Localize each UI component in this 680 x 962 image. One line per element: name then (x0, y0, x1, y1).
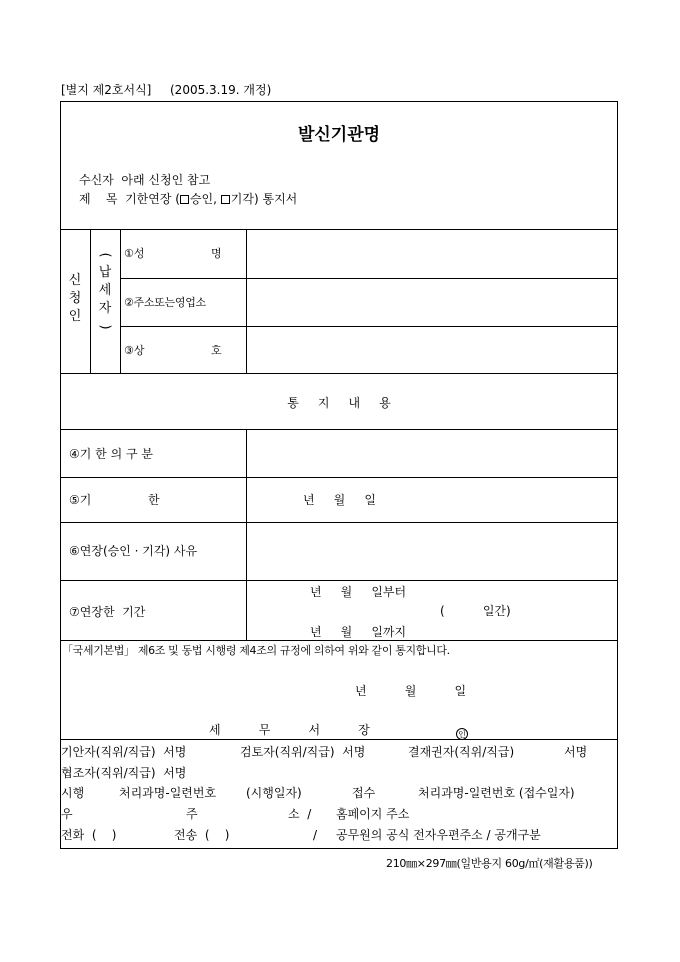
subject-option-reject: 기각) 통지서 (230, 192, 298, 206)
postal-label: 우 (61, 807, 73, 821)
trade-name-label-suffix: 호 (211, 344, 222, 357)
deadline-label: ⑤기 (69, 493, 92, 507)
taxpayer-label: ( 납 세 자 ) (97, 252, 113, 330)
receipt-label: 접수 (352, 786, 376, 800)
address-label-footer: 주 (186, 807, 198, 821)
extension-period-label: ⑦연장한 기간 (69, 605, 146, 619)
period-to[interactable]: 년 월 일까지 (310, 625, 407, 639)
divider (60, 229, 618, 230)
applicant-group-label: 신 청 인 (68, 273, 82, 324)
subject-label: 제 목 (79, 192, 118, 206)
enforcement-label: 시행 (61, 786, 85, 800)
fax-label: 전송 ( ) (174, 828, 230, 842)
subject-option-approve: 승인, (189, 192, 221, 206)
subject-line (79, 193, 297, 205)
reviewer-sign: 검토자(직위/직급) 서명 (240, 745, 366, 759)
seal-mark (456, 724, 468, 740)
drafter-sign: 기안자(직위/직급) 서명 (61, 745, 187, 759)
paper-spec: 210㎜×297㎜(일반용지 60g/㎡(재활용품)) (386, 857, 593, 870)
enforcement-number: 처리과명-일련번호 (119, 786, 217, 800)
approver-label: 결재권자(직위/직급) (408, 745, 515, 759)
form-label: [별지 제2호서식] (61, 83, 152, 97)
divider (120, 278, 618, 279)
address-label: ②주소또는영업소 (124, 296, 206, 309)
notice-header: 통 지 내 용 (287, 396, 391, 410)
divider (60, 477, 618, 478)
divider (60, 739, 618, 740)
divider (120, 229, 121, 373)
deadline-label-suffix: 한 (148, 493, 160, 507)
revision-date: (2005.3.19. 개정) (170, 83, 272, 97)
enforcement-date: (시행일자) (246, 786, 302, 800)
name-label: ①성 (124, 247, 145, 260)
divider (60, 580, 618, 581)
issue-date[interactable]: 년 월 일 (355, 684, 467, 698)
name-label-suffix: 명 (211, 247, 222, 260)
recipient-line: 수신자 아래 신청인 참고 (79, 173, 211, 187)
divider (120, 326, 618, 327)
divider (60, 640, 618, 641)
approve-checkbox[interactable] (180, 195, 189, 204)
phone-label: 전화 ( ) (61, 828, 117, 842)
extension-reason-label: ⑥연장(승인 · 기각) 사유 (69, 544, 198, 558)
footer-separator: / (313, 828, 318, 842)
divider (60, 373, 618, 374)
divider (60, 429, 618, 430)
period-from[interactable]: 년 월 일부터 (310, 585, 407, 599)
homepage-label: 홈페이지 주소 (336, 807, 410, 821)
receipt-number: 처리과명-일련번호 (접수일자) (418, 786, 575, 800)
trade-name-label: ③상 (124, 344, 145, 357)
divider (60, 522, 618, 523)
divider (246, 229, 247, 373)
subject-prefix: 기한연장 ( (125, 192, 180, 206)
seal-icon: 인 (456, 728, 468, 740)
signer-title: 세 무 서 장 (209, 723, 370, 737)
period-days[interactable]: ( 일간) (440, 604, 511, 618)
page-title: 발신기관명 (297, 125, 381, 145)
divider (90, 229, 91, 373)
collaborator-sign: 협조자(직위/직급) 서명 (61, 766, 187, 780)
reject-checkbox[interactable] (221, 195, 230, 204)
deadline-type-label: ④기 한 의 구 분 (69, 447, 153, 461)
deadline-value[interactable]: 년 월 일 (303, 493, 376, 507)
approver-sign: 서명 (564, 745, 588, 759)
legal-notice-text: 「국세기본법」 제6조 및 동법 시행령 제4조의 규정에 의하여 위와 같이 통지합니다. (62, 644, 450, 657)
email-label: 공무원의 공식 전자우편주소 / 공개구분 (336, 828, 541, 842)
address-label-suffix: 소 / (288, 807, 312, 821)
divider (246, 429, 247, 640)
